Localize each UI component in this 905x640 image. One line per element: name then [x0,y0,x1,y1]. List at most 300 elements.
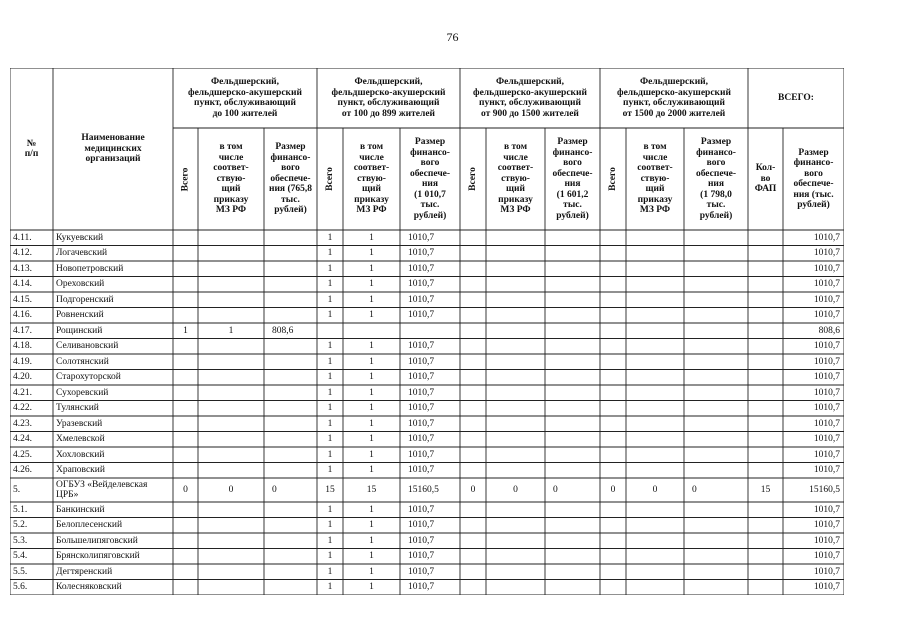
header-size-2: Размер финансо- вого обеспече- ния (1 010,7 тыс. рублей) [409,137,451,221]
row-g3-col2 [486,463,545,479]
row-kol [748,463,783,479]
row-g3-col2 [486,277,545,293]
row-g1-col3 [264,580,325,596]
row-g1-col1 [173,292,198,308]
row-g4-col2 [626,354,684,370]
row-kol [748,339,783,355]
row-g4-col2 [626,385,684,401]
row-g1-col1: 0 [183,484,188,495]
row-total: 1010,7 [813,279,840,289]
row-g4-col1 [600,502,626,518]
row-g3-col1 [460,564,486,580]
row-g2-col3: 1010,7 [408,465,435,475]
row-g1-col1 [173,339,198,355]
row-g4-col1 [600,339,626,355]
row-g1-col2 [198,370,264,386]
row-g3-col1 [460,416,486,432]
row-g4-col2: 0 [652,484,658,495]
row-g2-col1: 1 [327,449,333,460]
row-g4-col3 [684,580,756,596]
row-g1-col3 [264,401,325,417]
row-g2-col3: 1010,7 [408,387,435,398]
row-g3-col2 [486,416,545,432]
row-g2-col2: 1 [369,535,374,546]
row-g4-col3: 0 [692,484,697,495]
row-g2-col2: 1 [369,434,374,444]
row-g2-col2: 1 [369,418,374,429]
header-group-3: Фельдшерский, фельдшерско-акушерский пункт, обслуживающий от 900 до 1500 жителей [473,77,587,119]
row-kol [748,549,783,565]
row-g3-col1 [460,463,486,479]
row-total: 1010,7 [813,449,840,460]
row-g2-col3: 1010,7 [408,310,435,320]
row-g4-col2 [626,432,684,448]
row-g3-col1 [460,277,486,293]
row-g3-col1 [460,370,486,386]
row-g2-col3: 1010,7 [408,372,435,382]
row-g1-col1 [173,549,198,565]
row-g3-col3 [545,261,608,277]
row-g1-col3 [264,518,325,534]
row-g4-col3 [684,308,756,324]
row-g3-col3 [545,385,608,401]
row-g3-col3 [545,533,608,549]
header-group-4: Фельдшерский, фельдшерско-акушерский пункт, обслуживающий от 1500 до 2000 жителей [617,77,731,119]
row-g1-col1 [173,580,198,596]
row-total: 1010,7 [813,294,840,305]
row-total: 1010,7 [813,248,840,258]
row-number: 5.2. [13,520,28,530]
row-g1-col1 [173,261,198,277]
row-g4-col2 [626,323,684,339]
row-g4-col1 [600,261,626,277]
row-total: 1010,7 [813,387,840,398]
row-g2-col3: 1010,7 [408,582,435,592]
row-g4-col1 [600,401,626,417]
row-g2-col1: 1 [327,434,333,444]
row-kol [748,401,783,417]
header-size-1: Размер финансо- вого обеспече- ния (765,8 тыс. рублей) [268,142,312,216]
row-g3-col1 [460,246,486,262]
row-org-name: Сухоревский [56,387,109,398]
row-g4-col2 [626,261,684,277]
row-g3-col1 [460,354,486,370]
row-g2-col3 [400,323,468,339]
header-group-2: Фельдшерский, фельдшерско-акушерский пункт, обслуживающий от 100 до 899 жителей [331,77,446,119]
page-number: 76 [446,30,459,44]
row-g3-col3 [545,370,608,386]
header-vtom-3: в том числе соответ- ствую- щий приказу МЗ РФ [497,142,534,216]
row-g3-col2 [486,518,545,534]
row-g3-col1 [460,549,486,565]
row-g4-col2 [626,230,684,246]
row-total: 1010,7 [813,341,840,351]
row-g2-col2: 1 [369,566,374,577]
row-g4-col2 [626,416,684,432]
row-g4-col3 [684,549,756,565]
row-g1-col2 [198,518,264,534]
row-g2-col1: 1 [327,566,333,577]
row-g3-col3 [545,549,608,565]
row-number: 5.3. [13,535,28,546]
row-total: 1010,7 [813,582,840,592]
row-g1-col1 [173,385,198,401]
row-g3-col3: 0 [553,484,558,495]
header-num: № п/п [24,138,39,159]
row-g3-col1 [460,518,486,534]
header-vsego-1: Всего [180,167,190,191]
row-org-name: Дегтяренский [56,566,113,577]
row-g3-col2 [486,580,545,596]
row-kol [748,277,783,293]
row-g2-col1: 15 [325,484,335,495]
row-org-name: Ореховский [56,279,105,289]
row-g4-col1 [600,385,626,401]
row-g4-col3 [684,292,756,308]
row-org-name: Старохуторской [56,372,121,382]
row-g4-col1 [600,354,626,370]
row-g1-col3 [264,564,325,580]
row-g3-col1 [460,447,486,463]
row-g2-col3: 1010,7 [408,294,435,305]
row-g1-col2 [198,277,264,293]
row-g3-col2 [486,292,545,308]
row-number: 4.14. [13,279,32,289]
row-g1-col3 [264,354,325,370]
row-g4-col2 [626,580,684,596]
row-org-name: Новопетровский [56,263,124,274]
row-org-name: Кукуевский [56,232,104,243]
row-g3-col3 [545,308,608,324]
row-g4-col1: 0 [610,484,616,495]
row-kol [748,292,783,308]
row-g3-col1 [460,502,486,518]
row-g2-col2: 1 [369,356,374,367]
row-org-name: Большелипяговский [56,535,138,546]
row-g3-col1 [460,339,486,355]
row-number: 4.17. [13,325,32,336]
row-g3-col1 [460,401,486,417]
row-g2-col1: 1 [327,465,333,475]
row-total: 1010,7 [813,356,840,367]
header-group-1: Фельдшерский, фельдшерско-акушерский пункт, обслуживающий до 100 жителей [188,77,302,119]
row-g4-col3 [684,246,756,262]
row-g2-col2 [343,323,400,339]
financing-table [10,68,844,595]
row-kol [748,533,783,549]
row-g4-col2 [626,463,684,479]
header-total-size: Размер финансо- вого обеспече- ния (тыс. рублей) [793,147,834,210]
row-g1-col3 [264,261,325,277]
row-kol [748,230,783,246]
row-g1-col2 [198,463,264,479]
row-g4-col3 [684,502,756,518]
row-g3-col1 [460,323,486,339]
row-kol [748,416,783,432]
row-g2-col3: 1010,7 [408,356,435,367]
row-number: 4.20. [13,372,32,382]
header-vsego-3: Всего [468,167,478,191]
row-org-name: Рощинский [56,325,103,336]
row-g2-col2: 1 [369,294,374,305]
row-g1-col3 [264,416,325,432]
row-g2-col1: 1 [327,341,333,351]
row-number: 5.5. [13,566,28,577]
row-number: 4.18. [13,341,32,351]
row-g1-col3 [264,502,325,518]
row-number: 4.11. [13,232,32,243]
header-vsego-4: Всего [608,167,618,191]
row-org-name: Тулянский [56,403,99,413]
row-g1-col3 [264,370,325,386]
row-g1-col2 [198,308,264,324]
row-number: 4.19. [13,356,32,367]
row-g4-col3 [684,401,756,417]
row-g4-col2 [626,533,684,549]
row-g4-col3 [684,323,756,339]
row-org-name: Солотянский [56,356,109,367]
row-kol: 15 [760,484,771,495]
row-g4-col3 [684,354,756,370]
row-g1-col3 [264,230,325,246]
row-g3-col3 [545,518,608,534]
row-g4-col1 [600,432,626,448]
row-g4-col1 [600,447,626,463]
row-g4-col1 [600,463,626,479]
row-total: 15160,5 [809,484,840,495]
row-number: 4.21. [13,387,32,398]
row-g2-col3: 1010,7 [408,263,435,274]
row-org-name: Уразевский [56,418,103,429]
header-total: ВСЕГО: [778,92,814,103]
row-g2-col2: 1 [369,387,374,398]
row-g4-col2 [626,401,684,417]
row-g4-col3 [684,277,756,293]
row-g3-col1 [460,261,486,277]
row-g2-col1: 1 [327,403,333,413]
row-g3-col3 [545,354,608,370]
row-g4-col2 [626,518,684,534]
row-number: 4.16. [13,310,32,320]
row-g3-col2 [486,432,545,448]
row-g2-col1: 1 [327,387,333,398]
row-g4-col1 [600,533,626,549]
row-g4-col3 [684,447,756,463]
row-g2-col3: 1010,7 [408,535,435,546]
header-vtom-1: в том числе соответ- ствую- щий приказу МЗ РФ [213,142,249,216]
row-g1-col2 [198,432,264,448]
row-org-name: Колесняковский [56,582,122,592]
row-g2-col2: 1 [369,372,374,382]
row-g2-col3: 1010,7 [408,418,435,429]
row-g2-col2: 1 [369,504,374,515]
row-g3-col2 [486,323,545,339]
row-g1-col2 [198,385,264,401]
row-org-name: Логачевский [56,248,108,258]
row-org-name: Селивановский [56,341,119,351]
row-number: 4.24. [13,434,32,444]
row-g1-col2 [198,533,264,549]
row-total: 1010,7 [813,372,840,382]
row-kol [748,354,783,370]
row-g4-col2 [626,277,684,293]
row-kol [748,308,783,324]
row-g4-col1 [600,246,626,262]
header-size-3: Размер финансо- вого обеспече- ния (1 601,2 тыс. рублей) [552,137,593,221]
row-g1-col3 [264,549,325,565]
row-g1-col1 [173,246,198,262]
row-total: 1010,7 [813,535,840,546]
row-g2-col2: 1 [369,449,374,460]
row-g4-col2 [626,502,684,518]
row-number: 5.1. [13,504,28,515]
row-g2-col3: 1010,7 [408,504,435,515]
row-g3-col1 [460,432,486,448]
row-g3-col3 [545,564,608,580]
row-org-name: Ровненский [56,310,104,320]
row-g1-col3 [264,447,325,463]
header-vsego-2: Всего [325,167,335,191]
row-g2-col2: 1 [369,582,374,592]
row-kol [748,261,783,277]
row-g3-col3 [545,230,608,246]
row-g1-col3 [264,277,325,293]
row-total: 808,6 [818,325,840,336]
row-g1-col2 [198,230,264,246]
row-g1-col2 [198,549,264,565]
row-org-name: Хмелевской [56,434,105,444]
row-kol [748,564,783,580]
row-number: 4.26. [13,465,32,475]
row-g4-col3 [684,339,756,355]
row-g3-col2 [486,370,545,386]
row-g4-col1 [600,292,626,308]
row-g1-col2 [198,447,264,463]
row-g1-col2: 1 [228,325,234,336]
row-g3-col3 [545,432,608,448]
row-g2-col3: 1010,7 [408,566,435,577]
row-kol [748,385,783,401]
row-g4-col1 [600,416,626,432]
row-g1-col2 [198,246,264,262]
row-g3-col1 [460,308,486,324]
row-g2-col1: 1 [327,263,333,274]
row-g2-col3: 1010,7 [408,279,435,289]
row-total: 1010,7 [813,310,840,320]
row-kol [748,580,783,596]
row-g1-col1 [173,230,198,246]
row-g4-col1 [600,323,626,339]
row-org-name: Банкинский [56,504,105,515]
row-g4-col3 [684,533,756,549]
row-g3-col3 [545,401,608,417]
row-g1-col2 [198,292,264,308]
row-g1-col1: 1 [183,325,188,336]
row-g2-col1: 1 [327,582,333,592]
row-number: 4.23. [13,418,32,429]
row-kol [748,432,783,448]
header-org: Наименование медицинских организаций [81,133,145,165]
row-g2-col2: 1 [369,551,374,561]
row-g2-col3: 1010,7 [408,248,435,258]
row-g4-col1 [600,549,626,565]
row-g2-col1: 1 [327,248,333,258]
row-kol [748,323,783,339]
row-g4-col3 [684,432,756,448]
row-g2-col2: 1 [369,520,374,530]
row-g2-col2: 1 [369,263,374,274]
row-g4-col3 [684,385,756,401]
row-g2-col2: 1 [369,465,374,475]
row-g3-col1 [460,230,486,246]
row-total: 1010,7 [813,504,840,515]
row-g1-col1 [173,277,198,293]
row-org-name: Белоплесенский [56,520,123,530]
row-g4-col3 [684,230,756,246]
row-g4-col1 [600,230,626,246]
row-kol [748,518,783,534]
row-org-name: ОГБУЗ «Вейделевская ЦРБ» [56,479,148,500]
header-kol: Кол- во ФАП [754,163,777,195]
row-g1-col2 [198,261,264,277]
row-g2-col1: 1 [327,310,333,320]
row-g4-col2 [626,308,684,324]
header-vtom-2: в том числе соответ- ствую- щий приказу МЗ РФ [353,142,390,216]
row-g4-col2 [626,564,684,580]
row-g4-col3 [684,518,756,534]
row-g2-col3: 1010,7 [408,341,435,351]
row-total: 1010,7 [813,520,840,530]
row-number: 4.13. [13,263,32,274]
row-org-name: Храповский [56,465,105,475]
row-g3-col2 [486,401,545,417]
row-g1-col2 [198,401,264,417]
row-g3-col1 [460,580,486,596]
row-g4-col3 [684,370,756,386]
row-g3-col3 [545,339,608,355]
row-total: 1010,7 [813,434,840,444]
row-g4-col3 [684,416,756,432]
row-g1-col1 [173,502,198,518]
row-total: 1010,7 [813,551,840,561]
row-g3-col3 [545,502,608,518]
row-g4-col2 [626,339,684,355]
row-org-name: Хохловский [56,449,105,460]
row-g3-col3 [545,580,608,596]
row-g2-col1: 1 [327,356,333,367]
row-g1-col2 [198,564,264,580]
row-g3-col1: 0 [470,484,476,495]
row-g2-col2: 1 [369,232,374,243]
row-g1-col3 [264,432,325,448]
row-number: 4.15. [13,294,32,305]
row-g2-col3: 1010,7 [408,403,435,413]
row-g1-col1 [173,401,198,417]
row-g3-col1 [460,292,486,308]
row-g1-col3 [264,385,325,401]
row-g1-col2 [198,339,264,355]
row-g4-col2 [626,370,684,386]
row-number: 4.22. [13,403,32,413]
row-g2-col2: 1 [369,341,374,351]
row-g4-col3 [684,261,756,277]
row-g2-col3: 15160,5 [408,484,439,495]
header-vtom-4: в том числе соответ- ствую- щий приказу МЗ РФ [637,142,673,216]
row-g3-col1 [460,385,486,401]
row-g2-col2: 1 [369,310,374,320]
row-g1-col2 [198,580,264,596]
row-g1-col3: 808,6 [272,325,294,336]
